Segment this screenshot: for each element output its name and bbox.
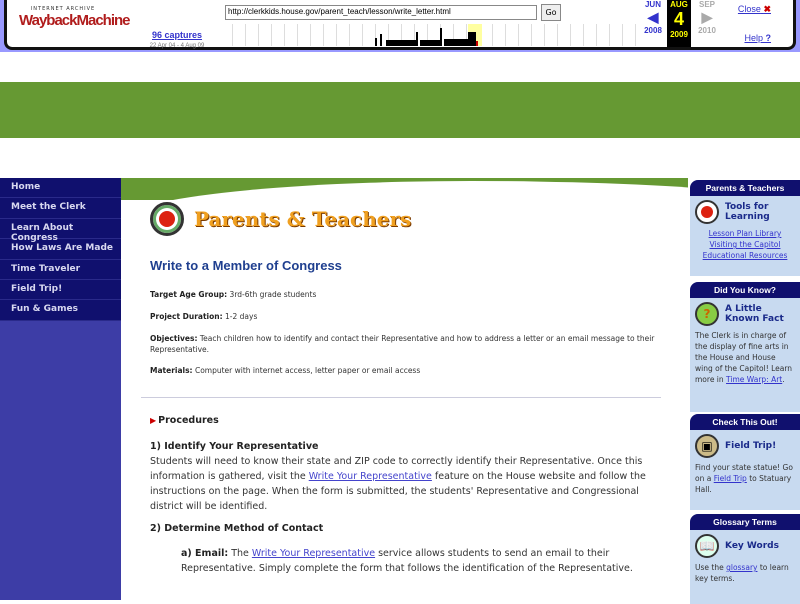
logo-main-text: WaybackMachine [19,12,130,29]
step-2-title: 2) Determine Method of Contact [150,523,324,534]
box-subtitle: Field Trip! [725,441,777,451]
close-button[interactable]: Close ✖ [737,4,771,14]
next-arrow-icon: ▶ [701,9,713,25]
field-trip-link[interactable]: Field Trip [713,474,747,483]
bus-icon: ▣ [695,434,719,458]
nav-fun-games[interactable]: Fun & Games [0,300,121,320]
email-method: a) Email: The Write Your Representative service allows students to send an email to their Representative. Simply complete the form that follows the identification of the Representative. [181,548,633,574]
go-button[interactable]: Go [541,4,561,21]
page-title: Write to a Member of Congress [150,258,342,273]
logo-top-text: INTERNET ARCHIVE [30,6,96,12]
step-1: 1) Identify Your Representative Students will need to know their state and ZIP code to correctly identify their Representative. Once this information is gathered, visit the Write Your Representative feature on the House website and follow the instructions on the page. When the form is submitted, the students' Representative and Congressional district will be identified. [150,439,660,514]
box-header: Parents & Teachers [690,180,800,196]
nav-field-trip[interactable]: Field Trip! [0,280,121,300]
divider [141,397,661,398]
capture-sparkline[interactable] [220,24,640,46]
spark-bar [420,40,440,46]
wayback-logo[interactable] [19,6,130,29]
step-1-title: 1) Identify Your Representative [150,441,319,452]
next-month: SEP ▶ 2010 [695,0,719,35]
apple-icon [695,200,719,224]
spark-bar [375,38,377,46]
lesson-plan-link[interactable]: Lesson Plan Library [708,229,782,238]
captures-info [142,25,212,49]
box-subtitle: Tools for Learning [725,202,770,222]
apple-icon [150,202,184,236]
nav-how-laws-are-made[interactable]: How Laws Are Made [0,239,121,259]
write-your-rep-link[interactable]: Write Your Representative [308,471,432,482]
nav-home[interactable]: Home [0,178,121,198]
book-icon: 📖 [695,534,719,558]
nav-meet-the-clerk[interactable]: Meet the Clerk [0,198,121,218]
time-warp-art-link[interactable]: Time Warp: Art [726,375,783,384]
spark-bar [440,28,442,46]
materials: Materials: Computer with internet access, letter paper or email access [150,366,421,375]
spark-bar [380,34,382,46]
close-icon: ✖ [763,4,771,14]
url-input[interactable]: http://clerkkids.house.gov/parent_teach/lesson/write_letter.html [225,5,537,20]
box-header: Did You Know? [690,282,800,298]
current-month: AUG 4 2009 [667,0,691,47]
did-you-know-box: Did You Know? ? A Little Known Fact The Clerk is in charge of the display of fine arts in the House and House wing of the Capitol! Learn more in Time Warp: Art. [690,282,800,412]
check-this-out-box: Check This Out! ▣ Field Trip! Find your state statue! Go on a Field Trip to Statuary Hall. [690,414,800,510]
write-your-rep-link-2[interactable]: Write Your Representative [251,548,376,559]
glossary-box: Glossary Terms 📖 Key Words Use the glossary to learn key terms. [690,514,800,604]
spark-bar [386,40,416,46]
right-sidebar [688,178,800,600]
header-banner [0,82,800,138]
spark-bar [468,32,476,46]
triangle-icon: ▶ [150,416,157,425]
spark-bar [416,32,418,46]
parents-teachers-box [690,180,800,276]
box-header: Check This Out! [690,414,800,430]
section-title: Parents & Teachers [194,207,412,231]
spark-bar [476,41,478,46]
visiting-capitol-link[interactable]: Visiting the Capitol [709,240,781,249]
box-subtitle: A Little Known Fact [725,304,784,324]
help-icon: ? [765,33,771,43]
question-icon: ? [695,302,719,326]
procedures-heading: ▶ Procedures [150,415,219,426]
help-button[interactable]: Help ? [744,33,771,43]
date-range: 22 Apr 04 - 4 Aug 09 [149,43,205,49]
spark-bar [444,39,468,46]
nav-learn-about-congress[interactable]: Learn About Congress [0,219,121,239]
section-header [150,202,411,236]
wayback-toolbar [0,0,800,52]
box-subtitle: Key Words [725,541,779,551]
captures-link[interactable]: 96 captures [151,30,203,40]
current-day: 4 [673,9,684,29]
objectives: Objectives: Teach children how to identify and contact their Representative and how to address a letter or an email message to their Representative. [150,334,655,354]
left-nav [0,178,121,600]
project-duration: Project Duration: 1-2 days [150,312,258,321]
prev-month[interactable]: JUN ◀ 2008 [641,0,665,35]
wayback-panel [4,0,796,50]
step-2 [150,521,660,536]
glossary-link[interactable]: glossary [726,563,758,572]
target-age: Target Age Group: 3rd-6th grade students [150,290,317,299]
box-header: Glossary Terms [690,514,800,530]
main-content [121,178,688,600]
nav-time-traveler[interactable]: Time Traveler [0,260,121,280]
prev-arrow-icon: ◀ [647,9,659,25]
educational-resources-link[interactable]: Educational Resources [702,251,788,260]
